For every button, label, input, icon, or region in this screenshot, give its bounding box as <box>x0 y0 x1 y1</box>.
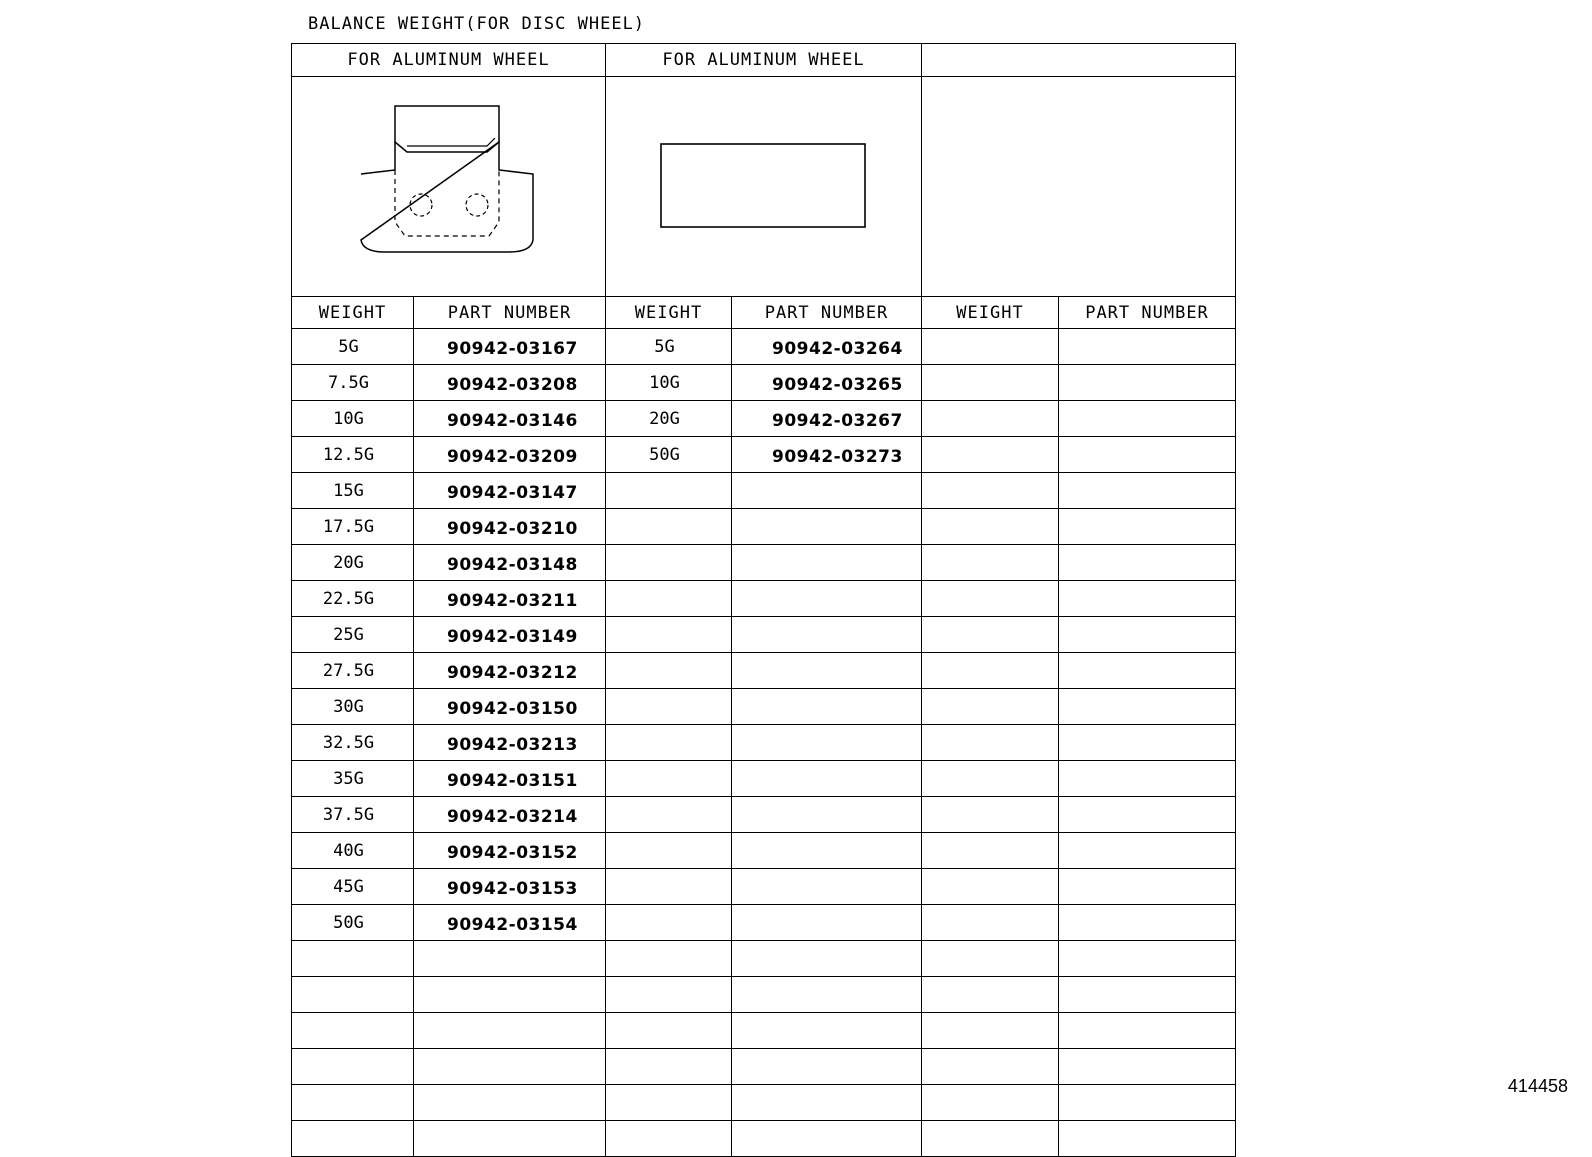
table-row <box>292 581 1236 617</box>
weight-header-1: WEIGHT <box>292 297 414 329</box>
weight-cell <box>606 509 732 545</box>
weight-cell <box>606 797 732 833</box>
illustration-cell-3 <box>922 77 1236 297</box>
part-number-cell <box>414 941 606 977</box>
part-number-cell <box>414 1049 606 1085</box>
weight-cell: 15G <box>292 473 414 509</box>
table-row <box>292 869 1236 905</box>
table-row <box>292 617 1236 653</box>
part-number-cell: 90942-03208 <box>414 365 606 401</box>
weight-cell: 27.5G <box>292 653 414 689</box>
weight-cell <box>922 689 1059 725</box>
table-row <box>292 833 1236 869</box>
part-number-cell <box>1059 329 1236 365</box>
part-number-cell <box>732 1049 922 1085</box>
weight-cell: 40G <box>292 833 414 869</box>
part-number-cell <box>1059 833 1236 869</box>
weight-cell: 50G <box>292 905 414 941</box>
weight-cell <box>606 653 732 689</box>
weight-cell <box>292 1121 414 1157</box>
weight-cell <box>922 1049 1059 1085</box>
part-number-cell <box>1059 473 1236 509</box>
part-number-cell <box>732 545 922 581</box>
weight-cell <box>922 941 1059 977</box>
table-row <box>292 1085 1236 1121</box>
part-number-cell <box>1059 869 1236 905</box>
table-row <box>292 689 1236 725</box>
part-number-cell: 90942-03264 <box>732 329 922 365</box>
part-number-cell <box>1059 941 1236 977</box>
table-row <box>292 761 1236 797</box>
part-number-header-3: PART NUMBER <box>1059 297 1236 329</box>
part-number-cell <box>414 977 606 1013</box>
weight-cell: 20G <box>292 545 414 581</box>
part-number-cell <box>732 869 922 905</box>
table-row <box>292 365 1236 401</box>
weight-cell <box>606 473 732 509</box>
section-header-3 <box>922 44 1236 77</box>
weight-cell <box>922 401 1059 437</box>
weight-cell <box>292 1049 414 1085</box>
weight-cell <box>606 617 732 653</box>
weight-cell <box>922 653 1059 689</box>
part-number-cell: 90942-03149 <box>414 617 606 653</box>
part-number-cell <box>732 653 922 689</box>
weight-cell <box>922 1085 1059 1121</box>
weight-cell: 10G <box>292 401 414 437</box>
weight-cell: 45G <box>292 869 414 905</box>
part-number-cell <box>414 1013 606 1049</box>
weight-cell: 12.5G <box>292 437 414 473</box>
weight-cell <box>606 977 732 1013</box>
weight-cell <box>922 545 1059 581</box>
weight-cell <box>292 977 414 1013</box>
part-number-cell <box>1059 365 1236 401</box>
weight-cell <box>606 1049 732 1085</box>
illustration-cell-2 <box>606 77 922 297</box>
table-row <box>292 653 1236 689</box>
table-row <box>292 473 1236 509</box>
part-number-cell: 90942-03214 <box>414 797 606 833</box>
part-number-cell <box>1059 617 1236 653</box>
part-number-cell <box>732 833 922 869</box>
weight-cell <box>922 509 1059 545</box>
part-number-cell: 90942-03151 <box>414 761 606 797</box>
weight-cell: 20G <box>606 401 732 437</box>
part-number-cell <box>732 509 922 545</box>
weight-cell <box>922 581 1059 617</box>
part-number-cell <box>1059 401 1236 437</box>
weight-cell <box>922 1013 1059 1049</box>
table-row <box>292 1013 1236 1049</box>
weight-cell <box>606 833 732 869</box>
table-row <box>292 797 1236 833</box>
weight-cell <box>292 941 414 977</box>
part-number-cell: 90942-03154 <box>414 905 606 941</box>
weight-cell: 30G <box>292 689 414 725</box>
part-number-cell <box>1059 581 1236 617</box>
part-number-cell <box>1059 1013 1236 1049</box>
part-number-cell: 90942-03148 <box>414 545 606 581</box>
weight-cell <box>922 833 1059 869</box>
weight-cell <box>922 869 1059 905</box>
part-number-cell <box>1059 761 1236 797</box>
part-number-cell <box>732 581 922 617</box>
part-number-cell <box>1059 545 1236 581</box>
table-row <box>292 1121 1236 1157</box>
weight-cell <box>922 977 1059 1013</box>
section-header-2: FOR ALUMINUM WHEEL <box>606 44 922 77</box>
part-number-cell <box>732 905 922 941</box>
weight-cell <box>292 1085 414 1121</box>
part-number-cell <box>732 617 922 653</box>
part-number-cell <box>732 941 922 977</box>
weight-cell <box>606 941 732 977</box>
part-number-cell <box>1059 653 1236 689</box>
part-number-cell <box>732 1121 922 1157</box>
section-header-1: FOR ALUMINUM WHEEL <box>292 44 606 77</box>
weight-cell <box>292 1013 414 1049</box>
part-number-cell: 90942-03273 <box>732 437 922 473</box>
weight-header-3: WEIGHT <box>922 297 1059 329</box>
part-number-cell <box>1059 1121 1236 1157</box>
part-number-cell <box>1059 1049 1236 1085</box>
part-number-cell <box>1059 725 1236 761</box>
weight-cell <box>922 797 1059 833</box>
figure-number: 414458 <box>1507 1076 1568 1096</box>
part-number-cell <box>732 977 922 1013</box>
part-number-cell <box>1059 905 1236 941</box>
part-number-cell <box>732 1085 922 1121</box>
part-number-cell: 90942-03209 <box>414 437 606 473</box>
part-number-cell: 90942-03210 <box>414 509 606 545</box>
clip-on-weight-drawing <box>349 102 549 272</box>
part-number-cell <box>732 725 922 761</box>
table-row <box>292 1049 1236 1085</box>
weight-cell: 32.5G <box>292 725 414 761</box>
part-number-cell <box>732 797 922 833</box>
part-number-cell: 90942-03212 <box>414 653 606 689</box>
part-number-cell <box>1059 797 1236 833</box>
part-number-cell: 90942-03211 <box>414 581 606 617</box>
weight-cell <box>606 869 732 905</box>
table-row <box>292 545 1236 581</box>
weight-cell: 22.5G <box>292 581 414 617</box>
part-number-header-1: PART NUMBER <box>414 297 606 329</box>
part-number-cell <box>1059 437 1236 473</box>
weight-cell: 17.5G <box>292 509 414 545</box>
part-number-cell <box>1059 689 1236 725</box>
part-number-cell <box>1059 509 1236 545</box>
weight-cell: 25G <box>292 617 414 653</box>
table-row <box>292 725 1236 761</box>
part-number-cell: 90942-03213 <box>414 725 606 761</box>
part-number-cell <box>732 473 922 509</box>
table-row <box>292 329 1236 365</box>
part-number-cell: 90942-03267 <box>732 401 922 437</box>
table-row <box>292 977 1236 1013</box>
table-row <box>292 509 1236 545</box>
page-title: BALANCE WEIGHT(FOR DISC WHEEL) <box>308 14 646 34</box>
weight-cell <box>606 581 732 617</box>
weight-cell <box>606 689 732 725</box>
part-number-cell: 90942-03146 <box>414 401 606 437</box>
weight-cell <box>606 1013 732 1049</box>
weight-cell: 10G <box>606 365 732 401</box>
weight-cell <box>606 545 732 581</box>
part-number-cell: 90942-03147 <box>414 473 606 509</box>
part-number-cell: 90942-03152 <box>414 833 606 869</box>
weight-cell <box>922 905 1059 941</box>
weight-cell <box>606 725 732 761</box>
weight-cell <box>606 761 732 797</box>
weight-cell <box>922 1121 1059 1157</box>
weight-cell <box>922 365 1059 401</box>
part-number-cell: 90942-03150 <box>414 689 606 725</box>
illustration-cell-1 <box>292 77 606 297</box>
part-number-cell <box>732 761 922 797</box>
weight-cell <box>922 329 1059 365</box>
part-number-cell: 90942-03153 <box>414 869 606 905</box>
weight-cell <box>922 437 1059 473</box>
part-number-cell <box>414 1085 606 1121</box>
part-number-cell <box>1059 977 1236 1013</box>
table-row <box>292 941 1236 977</box>
weight-cell <box>606 1085 732 1121</box>
weight-cell: 50G <box>606 437 732 473</box>
table-row <box>292 437 1236 473</box>
weight-cell: 35G <box>292 761 414 797</box>
part-number-cell: 90942-03167 <box>414 329 606 365</box>
part-number-cell: 90942-03265 <box>732 365 922 401</box>
weight-cell <box>922 473 1059 509</box>
part-number-cell <box>1059 1085 1236 1121</box>
part-number-cell <box>732 1013 922 1049</box>
weight-cell: 37.5G <box>292 797 414 833</box>
table-row <box>292 905 1236 941</box>
weight-cell <box>606 905 732 941</box>
weight-cell: 7.5G <box>292 365 414 401</box>
part-number-header-2: PART NUMBER <box>732 297 922 329</box>
weight-cell: 5G <box>606 329 732 365</box>
weight-header-2: WEIGHT <box>606 297 732 329</box>
adhesive-weight-drawing <box>659 142 869 232</box>
weight-cell <box>922 761 1059 797</box>
weight-cell: 5G <box>292 329 414 365</box>
balance-weight-table <box>291 43 1236 1157</box>
part-number-cell <box>414 1121 606 1157</box>
weight-cell <box>606 1121 732 1157</box>
part-number-cell <box>732 689 922 725</box>
table-row <box>292 401 1236 437</box>
weight-cell <box>922 617 1059 653</box>
weight-cell <box>922 725 1059 761</box>
